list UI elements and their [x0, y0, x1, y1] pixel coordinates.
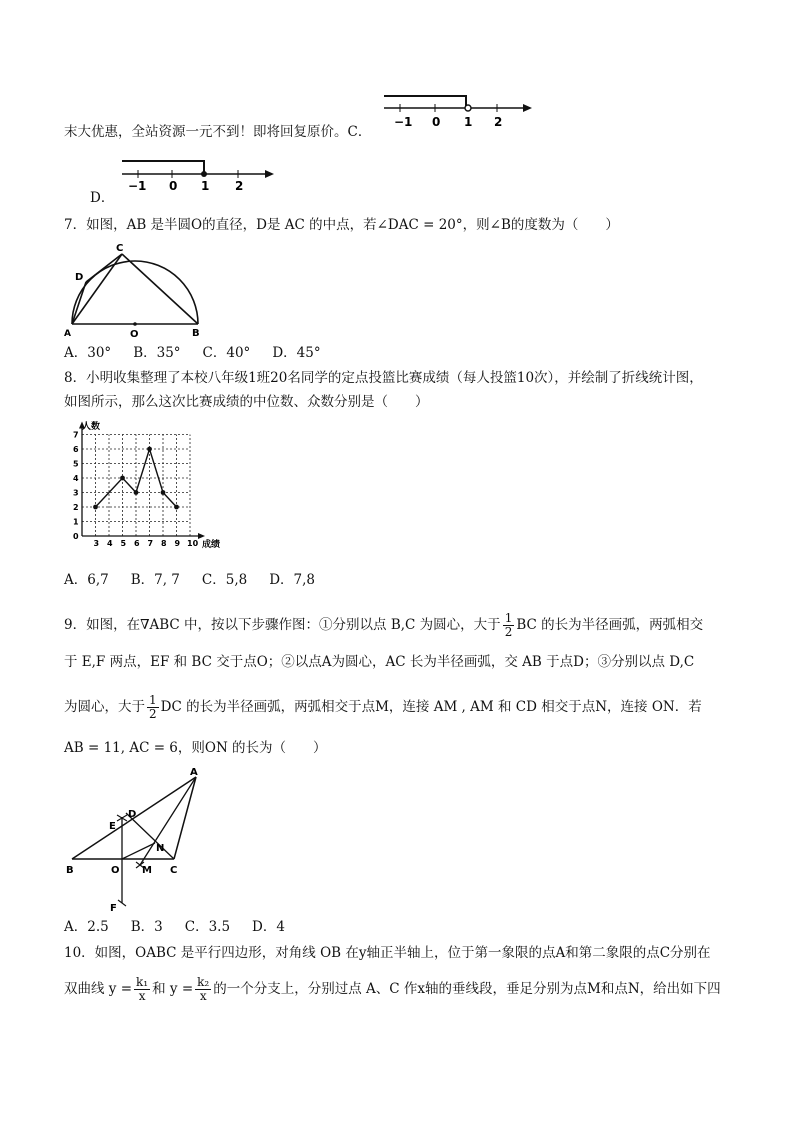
q7-option-a: A．30° — [64, 345, 112, 361]
q9-label-e: E — [109, 821, 116, 832]
number-line-option-d — [116, 156, 281, 196]
x-tick-label: 4 — [107, 539, 113, 548]
frac-num: k₁ — [136, 975, 149, 989]
x-tick-label: 5 — [120, 539, 127, 548]
q9-option-a: A．2.5 — [64, 919, 109, 935]
q9-label-o: O — [111, 865, 120, 876]
x-tick-label: 6 — [134, 539, 140, 548]
q10-line1: 10．如图，OABC 是平行四边形，对角线 OB 在y轴正半轴上，位于第一象限的点A和第二象限的点C分别在 — [64, 945, 711, 961]
q9-line1-post: BC 的长为半径画弧，两弧相交 — [516, 617, 704, 633]
q9-label-m: M — [142, 865, 152, 876]
nl-d-tick-4: 2 — [235, 179, 244, 193]
frac-num: 1 — [504, 611, 513, 625]
chart-ylabel: 人数 — [82, 422, 101, 432]
nl-c-tick-1: −1 — [394, 115, 413, 129]
x-tick-label: 8 — [161, 539, 167, 548]
q9-line4: AB = 11, AC = 6，则ON 的长为（ ） — [64, 740, 327, 756]
nl-d-tick-1: −1 — [128, 179, 147, 193]
q7-option-c: C．40° — [202, 345, 251, 361]
q9-line2: 于 E,F 两点，EF 和 BC 交于点O；②以点A为圆心，AC 长为半径画弧，交 AB 于点D；③分别以点 D,C — [64, 654, 695, 670]
q8-line-chart — [62, 418, 228, 554]
frac-den: 2 — [504, 625, 513, 639]
x-tick-label: 10 — [187, 539, 199, 548]
q7-semicircle-figure — [62, 240, 212, 340]
q9-label-n: N — [156, 843, 165, 854]
y-tick-label: 2 — [73, 503, 79, 512]
frac-den: x — [199, 989, 207, 1003]
q9-label-d: D — [128, 809, 137, 820]
chart-grid — [82, 435, 190, 537]
y-tick-label: 4 — [73, 474, 79, 483]
q7-label-a: A — [64, 329, 71, 339]
q7-label-o: O — [130, 329, 139, 340]
y-tick-label: 6 — [73, 445, 79, 454]
q7-label-c: C — [116, 243, 124, 254]
q7-stem: 7．如图，AB 是半圆O的直径，D是 AC 的中点，若∠DAC = 20°，则∠B的度数为（ ） — [64, 217, 619, 233]
nl-d-tick-3: 1 — [201, 179, 210, 193]
data-point — [174, 505, 179, 510]
q7-options — [64, 343, 343, 363]
q8-option-d: D．7,8 — [269, 572, 316, 588]
q7-option-d: D．45° — [272, 345, 321, 361]
q9-line1-pre: 9．如图，在∇ABC 中，按以下步骤作图：①分别以点 B,C 为圆心，大于 — [64, 617, 501, 633]
q8-options — [64, 570, 337, 590]
nl-c-tick-3: 1 — [464, 115, 473, 129]
q9-fraction-half-2 — [147, 694, 159, 721]
data-point — [161, 490, 166, 495]
q9-option-b: B．3 — [130, 919, 163, 935]
x-tick-label: 7 — [147, 539, 154, 548]
data-point — [147, 447, 152, 452]
q9-line3 — [64, 694, 702, 721]
q9-label-f: F — [110, 903, 117, 913]
q8-stem-line1: 8．小明收集整理了本校八年级1班20名同学的定点投篮比赛成绩（每人投篮10次），并绘制了折线统计图， — [64, 370, 703, 386]
q9-option-d: D．4 — [252, 919, 285, 935]
x-axis-arrow — [198, 533, 205, 539]
q10-line2-pre: 双曲线 y = — [64, 981, 133, 997]
y-tick-label: 5 — [73, 459, 79, 469]
y-tick-label: 3 — [73, 488, 79, 498]
nl-c-tick-4: 2 — [494, 115, 503, 129]
q9-option-c: C．3.5 — [184, 919, 231, 935]
q6-tail-text: 末大优惠，全站资源一元不到！即将回复原价。C． — [64, 124, 372, 140]
data-point — [93, 505, 98, 510]
q10-line2 — [64, 976, 721, 1003]
chart-xlabel: 成绩 — [202, 540, 221, 550]
q9-label-c: C — [170, 865, 178, 876]
option-d-label: D． — [90, 190, 115, 206]
q8-option-a: A．6,7 — [64, 572, 109, 588]
q10-fraction-k1 — [134, 976, 150, 1003]
data-point — [120, 476, 125, 481]
q10-line2-mid: 和 y = — [152, 981, 194, 997]
frac-num: k₂ — [197, 975, 210, 989]
q9-line1 — [64, 612, 703, 639]
q9-label-a: A — [190, 767, 198, 778]
q10-fraction-k2 — [195, 976, 211, 1003]
q8-option-c: C．5,8 — [201, 572, 248, 588]
q9-triangle-figure — [62, 765, 212, 913]
q7-label-b: B — [192, 328, 200, 339]
y-tick-label: 1 — [73, 517, 79, 527]
q10-line2-post: 的一个分支上，分别过点 A、C 作x轴的垂线段，垂足分别为点M和点N，给出如下四 — [213, 981, 721, 997]
q7-option-b: B．35° — [133, 345, 181, 361]
q9-line3-pre: 为圆心，大于 — [64, 699, 145, 715]
x-tick-label: 9 — [174, 539, 181, 548]
q8-stem-line2: 如图所示，那么这次比赛成绩的中位数、众数分别是（ ） — [64, 394, 429, 410]
q9-options — [64, 917, 307, 937]
number-line-option-c — [380, 92, 540, 134]
nl-c-tick-2: 0 — [432, 115, 441, 129]
q7-label-d: D — [75, 272, 84, 283]
data-point — [134, 490, 139, 495]
q9-label-b: B — [66, 865, 74, 876]
nl-d-tick-2: 0 — [169, 179, 178, 193]
q8-option-b: B．7, 7 — [130, 572, 180, 588]
y-tick-label: 7 — [73, 430, 79, 440]
x-tick-label: 3 — [93, 539, 100, 548]
frac-num: 1 — [149, 693, 157, 707]
frac-den: x — [138, 989, 146, 1003]
frac-den: 2 — [149, 707, 157, 721]
y-tick-label: 0 — [73, 532, 79, 541]
q9-line3-post: DC 的长为半径画弧，两弧相交于点M，连接 AM , AM 和 CD 相交于点N，连接 ON．若 — [160, 699, 702, 715]
q9-fraction-half — [503, 612, 515, 639]
